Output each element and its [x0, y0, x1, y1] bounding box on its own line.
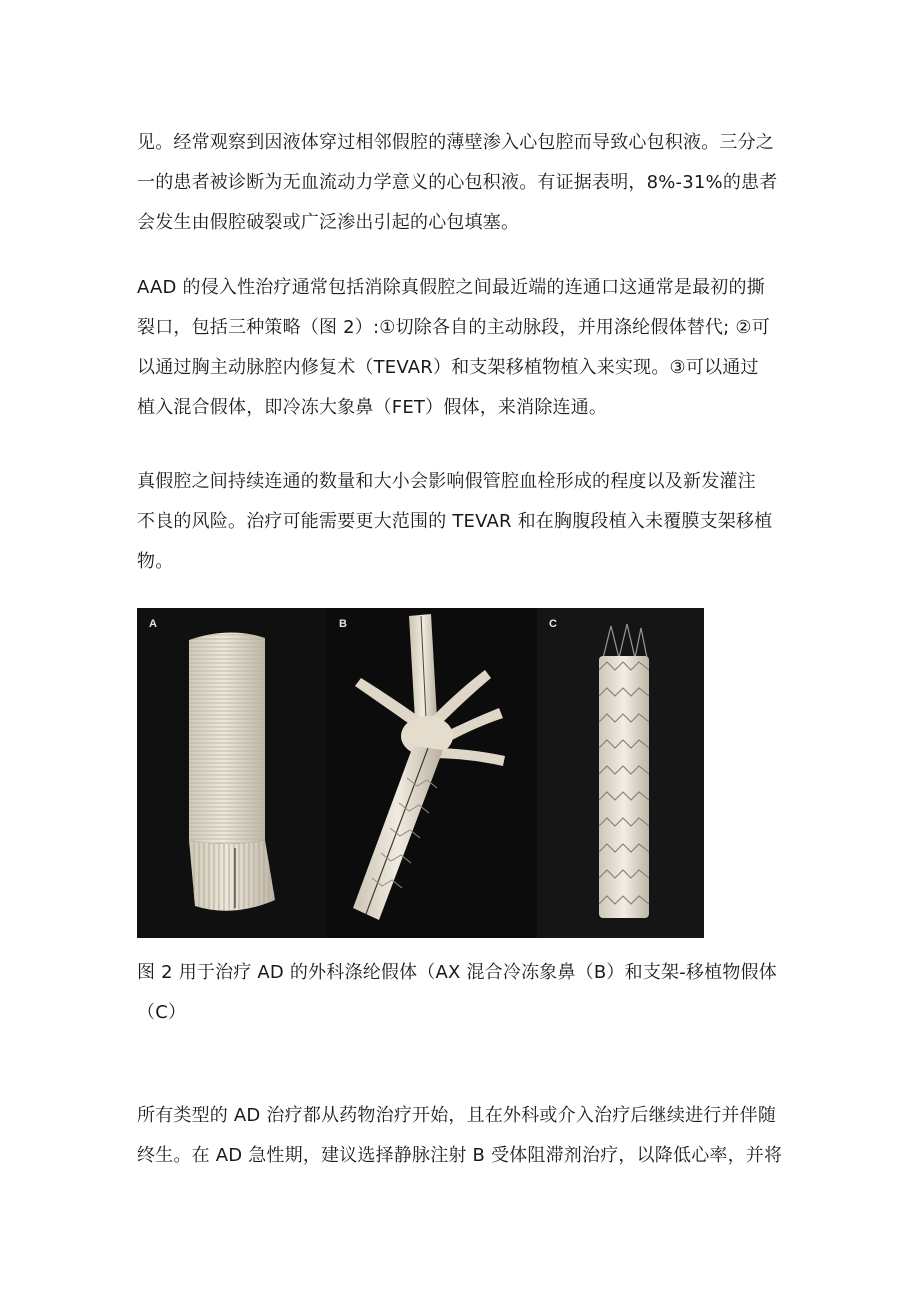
paragraph-persistent-communication — [137, 462, 787, 582]
text-line: 所有类型的 AD 治疗都从药物治疗开始，且在外科或介入治疗后继续进行并伴随 — [137, 1105, 777, 1126]
stent-graft-illustration — [537, 608, 704, 938]
figure-panel-c — [537, 608, 704, 938]
figure-2-prostheses-photo — [137, 608, 704, 938]
paragraph-medical-therapy — [137, 1096, 787, 1176]
figure-caption — [137, 953, 787, 1033]
text-line: 不良的风险。治疗可能需要更大范围的 TEVAR 和在胸腹段植入未覆膜支架移植 — [137, 511, 773, 532]
caption-line: （C） — [137, 1002, 187, 1023]
caption-line: 图 2 用于治疗 AD 的外科涤纶假体（AX 混合冷冻象鼻（B）和支架-移植物假体 — [137, 962, 777, 983]
paragraph-invasive-treatment — [137, 268, 787, 428]
figure-panel-a — [137, 608, 327, 938]
panel-label-c: C — [549, 618, 557, 630]
text-line: 一的患者被诊断为无血流动力学意义的心包积液。有证据表明，8%-31%的患者 — [137, 172, 778, 193]
paragraph-pericardial-effusion — [137, 123, 787, 243]
text-line: 真假腔之间持续连通的数量和大小会影响假管腔血栓形成的程度以及新发灌注 — [137, 471, 756, 492]
text-line: 会发生由假腔破裂或广泛渗出引起的心包填塞。 — [137, 212, 520, 233]
dacron-graft-illustration — [137, 608, 327, 938]
text-line: 物。 — [137, 551, 174, 572]
text-line: 终生。在 AD 急性期，建议选择静脉注射 B 受体阻滞剂治疗，以降低心率，并将 — [137, 1145, 783, 1166]
text-line: 裂口，包括三种策略（图 2）:①切除各自的主动脉段，并用涤纶假体替代; ②可 — [137, 317, 770, 338]
figure-panel-b — [327, 608, 537, 938]
text-line: AAD 的侵入性治疗通常包括消除真假腔之间最近端的连通口这通常是最初的撕 — [137, 277, 765, 298]
text-line: 见。经常观察到因液体穿过相邻假腔的薄壁渗入心包腔而导致心包积液。三分之 — [137, 132, 774, 153]
frozen-elephant-trunk-illustration — [327, 608, 537, 938]
panel-label-b: B — [339, 618, 347, 630]
panel-label-a: A — [149, 618, 157, 630]
text-line: 植入混合假体，即冷冻大象鼻（FET）假体，来消除连通。 — [137, 397, 608, 418]
text-line: 以通过胸主动脉腔内修复术（TEVAR）和支架移植物植入来实现。③可以通过 — [137, 357, 759, 378]
